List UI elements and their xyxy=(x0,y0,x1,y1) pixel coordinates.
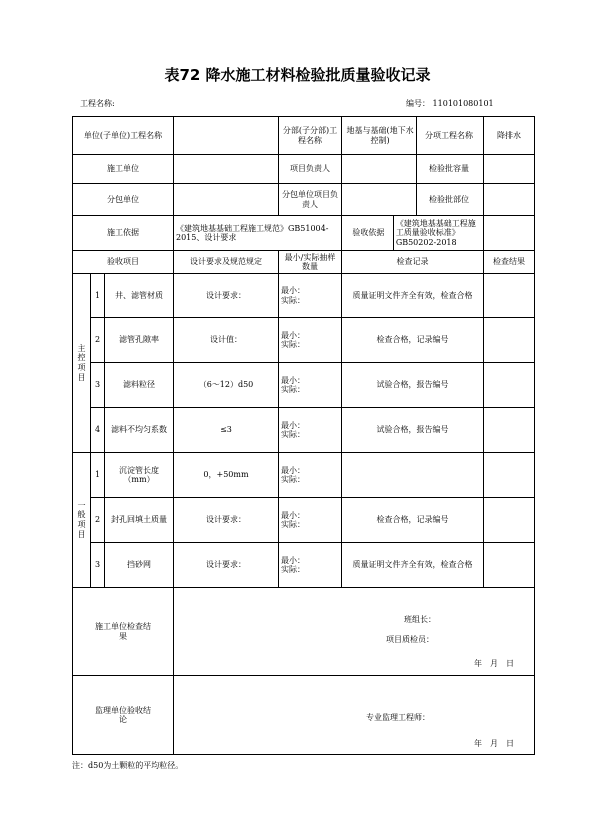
main-item-sample[interactable]: 最小： 实际： xyxy=(279,274,342,318)
general-item-sample[interactable]: 最小： 实际： xyxy=(279,498,342,543)
main-item-result[interactable] xyxy=(484,274,535,318)
supervisor-result-label: 监理单位验收结论 xyxy=(73,676,174,755)
col-record: 检查记录 xyxy=(342,251,484,274)
sub-pm-label: 分包单位项目负责人 xyxy=(279,184,342,216)
project-name-label: 工程名称: xyxy=(80,99,115,108)
pm-cell xyxy=(342,155,484,184)
basis-label: 施工依据 xyxy=(73,216,174,251)
main-item-record: 质量证明文件齐全有效，检查合格 xyxy=(342,274,484,318)
main-item-record: 试验合格，报告编号 xyxy=(342,363,484,408)
batch-capacity-value[interactable] xyxy=(484,155,535,184)
batch-capacity-label: 检验批容量 xyxy=(429,164,470,174)
general-item-result[interactable] xyxy=(484,453,535,498)
contractor-signature-area xyxy=(174,589,534,675)
general-item-sample[interactable]: 最小： 实际： xyxy=(279,543,342,588)
subcontractor-label: 分包单位 xyxy=(73,184,174,216)
main-item-req: ≤3 xyxy=(174,408,279,453)
general-item-record xyxy=(342,453,484,498)
division-split xyxy=(344,117,481,154)
general-item-result[interactable] xyxy=(484,543,535,588)
main-item-no: 2 xyxy=(91,318,105,363)
code-label: 编号： xyxy=(406,99,430,108)
basis-value: 《建筑地基基础工程施工规范》GB51004-2015、设计要求 xyxy=(174,216,342,251)
pm-label: 项目负责人 xyxy=(279,155,342,184)
contractor-result-cell[interactable] xyxy=(174,588,535,676)
main-item-req: （6～12）d50 xyxy=(174,363,279,408)
main-item-record: 检查合格，记录编号 xyxy=(342,318,484,363)
batch-location-label: 检验批部位 xyxy=(429,194,470,204)
col-result: 检查结果 xyxy=(484,251,535,274)
acceptance-basis-split xyxy=(344,216,481,250)
general-item-name: 沉淀管长度（mm） xyxy=(105,453,174,498)
col-item: 验收项目 xyxy=(73,251,174,274)
main-item-sample[interactable]: 最小： 实际： xyxy=(279,318,342,363)
main-item-req: 设计值： xyxy=(174,318,279,363)
main-item-record: 试验合格，报告编号 xyxy=(342,408,484,453)
general-item-record: 质量证明文件齐全有效，检查合格 xyxy=(342,543,484,588)
sub-pm-split xyxy=(344,184,481,215)
general-item-no: 1 xyxy=(91,453,105,498)
general-item-no: 2 xyxy=(91,498,105,543)
main-item-req: 设计要求： xyxy=(174,274,279,318)
contractor-result-label: 施工单位检查结果 xyxy=(73,588,174,676)
contractor-label: 施工单位 xyxy=(73,155,174,184)
footnote: 注：d50为土颗粒的平均粒径。 xyxy=(72,761,184,770)
main-item-name: 井、滤管材质 xyxy=(105,274,174,318)
division-value: 地基与基础(地下水控制) xyxy=(344,117,417,154)
supervisor-result-cell[interactable] xyxy=(174,676,535,755)
main-item-no: 4 xyxy=(91,408,105,453)
main-item-name: 滤料粒径 xyxy=(105,363,174,408)
contractor-date: 年 月 日 xyxy=(474,658,514,668)
acceptance-record-table xyxy=(72,116,535,755)
code-value: 110101080101 xyxy=(432,99,494,108)
main-item-no: 1 xyxy=(91,274,105,318)
pm-split xyxy=(344,155,481,183)
unit-value[interactable] xyxy=(174,117,279,155)
general-item-record: 检查合格，记录编号 xyxy=(342,498,484,543)
main-group-label: 主控项目 xyxy=(73,274,91,453)
team-leader-label: 班组长： xyxy=(404,614,436,624)
sub-pm-value[interactable] xyxy=(344,184,417,215)
batch-location-value[interactable] xyxy=(484,184,535,216)
sub-pm-cell xyxy=(342,184,484,216)
supervising-engineer-label: 专业监理工程师： xyxy=(366,712,430,722)
acceptance-basis-label: 验收依据 xyxy=(344,216,393,250)
record-code xyxy=(406,98,494,109)
subdivision-label: 分项工程名称 xyxy=(425,130,474,140)
subdivision-value: 降排水 xyxy=(484,117,535,155)
page-title: 表72 降水施工材料检验批质量验收记录 xyxy=(164,66,431,84)
unit-label: 单位(子单位)工程名称 xyxy=(73,117,174,155)
pm-value[interactable] xyxy=(344,155,417,183)
main-item-name: 滤料不均匀系数 xyxy=(105,408,174,453)
general-item-no: 3 xyxy=(91,543,105,588)
general-item-result[interactable] xyxy=(484,498,535,543)
general-item-req: 0，+50mm xyxy=(174,453,279,498)
main-item-result[interactable] xyxy=(484,408,535,453)
general-item-req: 设计要求： xyxy=(174,543,279,588)
general-item-name: 封孔回填土质量 xyxy=(105,498,174,543)
division-label: 分部(子分部)工程名称 xyxy=(279,117,342,155)
main-item-result[interactable] xyxy=(484,363,535,408)
main-item-result[interactable] xyxy=(484,318,535,363)
division-cell xyxy=(342,117,484,155)
quality-inspector-label: 项目质检员： xyxy=(386,634,434,644)
general-group-label: 一般项目 xyxy=(73,453,91,588)
supervisor-date: 年 月 日 xyxy=(474,738,514,748)
subcontractor-value[interactable] xyxy=(174,184,279,216)
contractor-value[interactable] xyxy=(174,155,279,184)
general-item-name: 挡砂网 xyxy=(105,543,174,588)
col-sample: 最小/实际抽样数量 xyxy=(279,251,342,274)
main-item-no: 3 xyxy=(91,363,105,408)
general-item-req: 设计要求： xyxy=(174,498,279,543)
basis-empty xyxy=(484,216,535,251)
main-item-sample[interactable]: 最小： 实际： xyxy=(279,363,342,408)
main-item-name: 滤管孔隙率 xyxy=(105,318,174,363)
col-requirement: 设计要求及规范规定 xyxy=(174,251,279,274)
acceptance-basis-value: 《建筑地基基础工程施工质量验收标准》GB50202-2018 xyxy=(395,219,476,247)
general-item-sample[interactable]: 最小： 实际： xyxy=(279,453,342,498)
acceptance-basis-cell xyxy=(342,216,484,251)
main-item-sample[interactable]: 最小： 实际： xyxy=(279,408,342,453)
supervisor-signature-area xyxy=(174,677,534,754)
